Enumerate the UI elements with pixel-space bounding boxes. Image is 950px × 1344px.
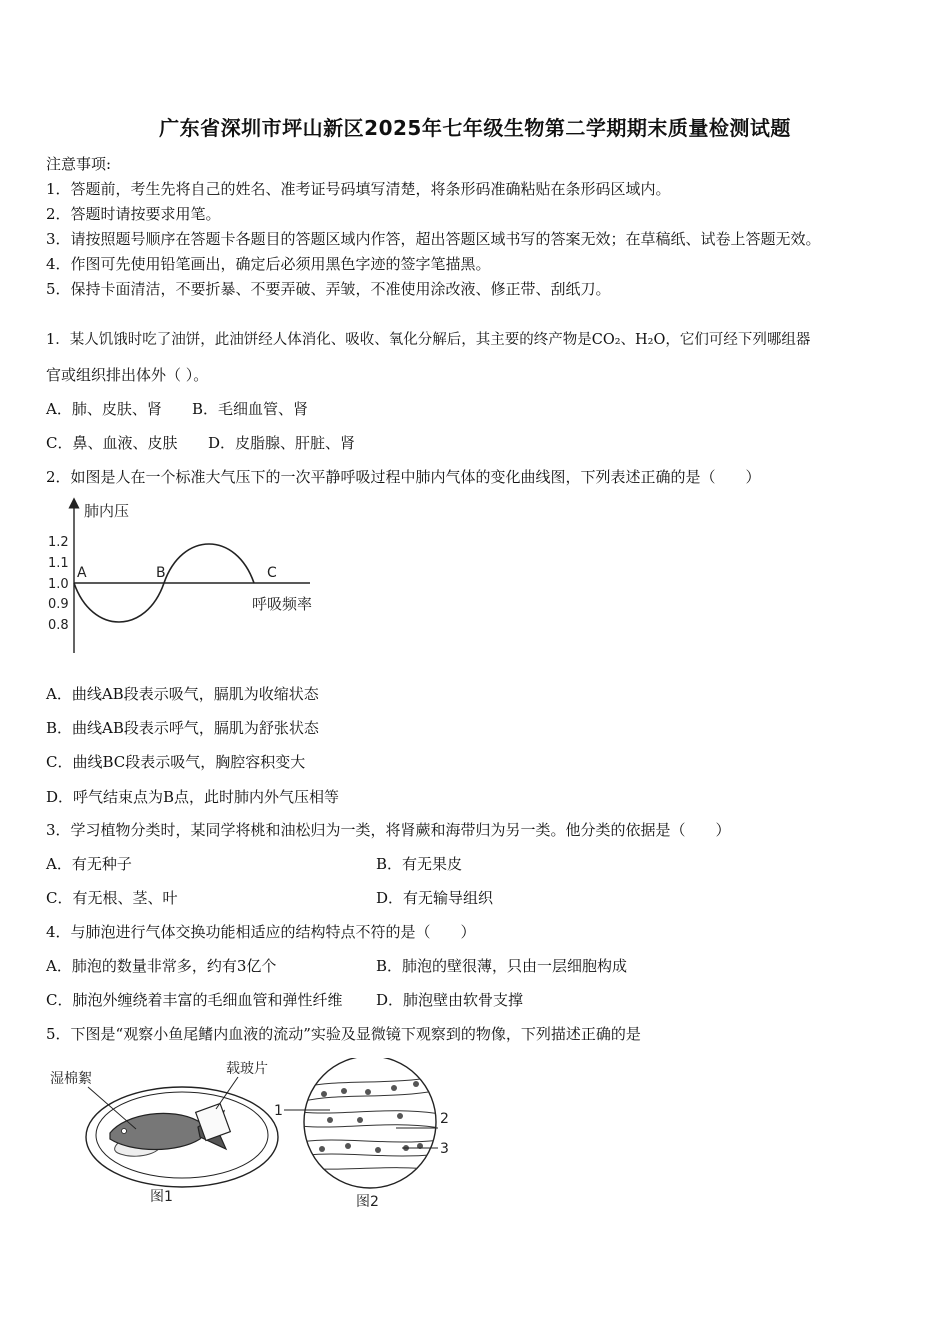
label-3: 3 xyxy=(440,1141,449,1157)
notice-item: 5．保持卡面清洁，不要折暴、不要弄破、弄皱，不准使用涂改液、修正带、刮纸刀。 xyxy=(46,280,611,298)
blood-cell xyxy=(365,1089,371,1095)
q4-option-a: A．肺泡的数量非常多，约有3亿个 xyxy=(46,957,277,975)
y-tick-label: 1.2 xyxy=(48,535,69,550)
notice-item: 1．答题前，考生先将自己的姓名、准考证号码填写清楚，将条形码准确粘贴在条形码区域内。 xyxy=(46,180,671,198)
blood-cell xyxy=(413,1081,419,1087)
pointer-slide xyxy=(216,1077,238,1109)
figure-2-caption: 图2 xyxy=(356,1194,379,1210)
notice-heading: 注意事项: xyxy=(46,155,112,173)
blood-cell xyxy=(327,1117,333,1123)
y-tick-label: 1.1 xyxy=(48,556,69,571)
q1-option-a: A．肺、皮肤、肾 xyxy=(46,400,162,418)
q1-option-b: B．毛细血管、肾 xyxy=(192,400,309,418)
q2-option-c: C．曲线BC段表示吸气，胸腔容积变大 xyxy=(46,753,306,771)
figure-1-fish-dish xyxy=(40,1055,300,1210)
fish-eye xyxy=(122,1129,127,1134)
q4-option-b: B．肺泡的壁很薄，只由一层细胞构成 xyxy=(376,957,628,975)
notice-item: 4．作图可先使用铅笔画出，确定后必须用黑色字迹的签字笔描黑。 xyxy=(46,255,491,273)
blood-cell xyxy=(397,1113,403,1119)
q4-option-d: D．肺泡壁由软骨支撑 xyxy=(376,991,524,1009)
blood-cell xyxy=(321,1091,327,1097)
q1-stem-cont: 官或组织排出体外（ ）。 xyxy=(46,366,209,384)
label-1: 1 xyxy=(274,1103,283,1119)
q2-stem: 2．如图是人在一个标准大气压下的一次平静呼吸过程中肺内气体的变化曲线图，下列表述正确的是（ ） xyxy=(46,468,761,486)
q1-stem: 1．某人饥饿时吃了油饼，此油饼经人体消化、吸收、氧化分解后，其主要的终产物是CO₂、H₂O，它们可经下列哪组器 xyxy=(46,332,811,348)
blood-cell xyxy=(345,1143,351,1149)
figure-1-caption: 图1 xyxy=(150,1189,173,1205)
q4-option-c: C．肺泡外缠绕着丰富的毛细血管和弹性纤维 xyxy=(46,991,343,1009)
q3-option-b: B．有无果皮 xyxy=(376,855,463,873)
y-axis-label: 肺内压 xyxy=(84,502,130,520)
label-2: 2 xyxy=(440,1111,449,1127)
notice-item: 2．答题时请按要求用笔。 xyxy=(46,205,221,223)
label-slide: 载玻片 xyxy=(226,1061,268,1077)
lung-pressure-chart xyxy=(40,495,340,660)
point-label-a: A xyxy=(77,565,87,581)
q2-option-d: D．呼气结束点为B点，此时肺内外气压相等 xyxy=(46,788,340,806)
blood-cell xyxy=(375,1147,381,1153)
label-wet-cotton: 湿棉絮 xyxy=(50,1071,92,1087)
figure-2-microscope-view xyxy=(270,1058,460,1210)
q4-stem: 4．与肺泡进行气体交换功能相适应的结构特点不符的是（ ） xyxy=(46,923,476,941)
q1-option-d: D．皮脂腺、肝脏、肾 xyxy=(208,434,356,452)
pointer-cotton xyxy=(88,1087,136,1129)
blood-cell xyxy=(319,1146,325,1152)
blood-cell xyxy=(341,1088,347,1094)
q3-option-a: A．有无种子 xyxy=(46,855,132,873)
blood-cell xyxy=(357,1117,363,1123)
page-title: 广东省深圳市坪山新区2025年七年级生物第二学期期末质量检测试题 xyxy=(159,116,791,140)
blood-cell xyxy=(391,1085,397,1091)
y-tick-label: 0.8 xyxy=(48,618,69,633)
q2-option-b: B．曲线AB段表示呼气，膈肌为舒张状态 xyxy=(46,719,319,737)
q1-option-c: C．鼻、血液、皮肤 xyxy=(46,434,178,452)
q3-option-c: C．有无根、茎、叶 xyxy=(46,889,178,907)
point-label-b: B xyxy=(156,565,166,581)
x-axis-label: 呼吸频率 xyxy=(252,595,313,613)
q3-stem: 3．学习植物分类时，某同学将桃和油松归为一类，将肾蕨和海带归为另一类。他分类的依据是（ ） xyxy=(46,821,731,839)
q2-option-a: A．曲线AB段表示吸气，膈肌为收缩状态 xyxy=(46,685,319,703)
q5-stem: 5．下图是“观察小鱼尾鳍内血液的流动”实验及显微镜下观察到的物像，下列描述正确的是 xyxy=(46,1025,641,1043)
point-label-c: C xyxy=(267,565,277,581)
y-tick-label: 1.0 xyxy=(48,577,69,592)
q3-option-d: D．有无输导组织 xyxy=(376,889,494,907)
y-tick-label: 0.9 xyxy=(48,597,69,612)
notice-item: 3．请按照题号顺序在答题卡各题目的答题区域内作答，超出答题区域书写的答案无效；在草稿纸、试卷上答题无效。 xyxy=(46,230,821,248)
